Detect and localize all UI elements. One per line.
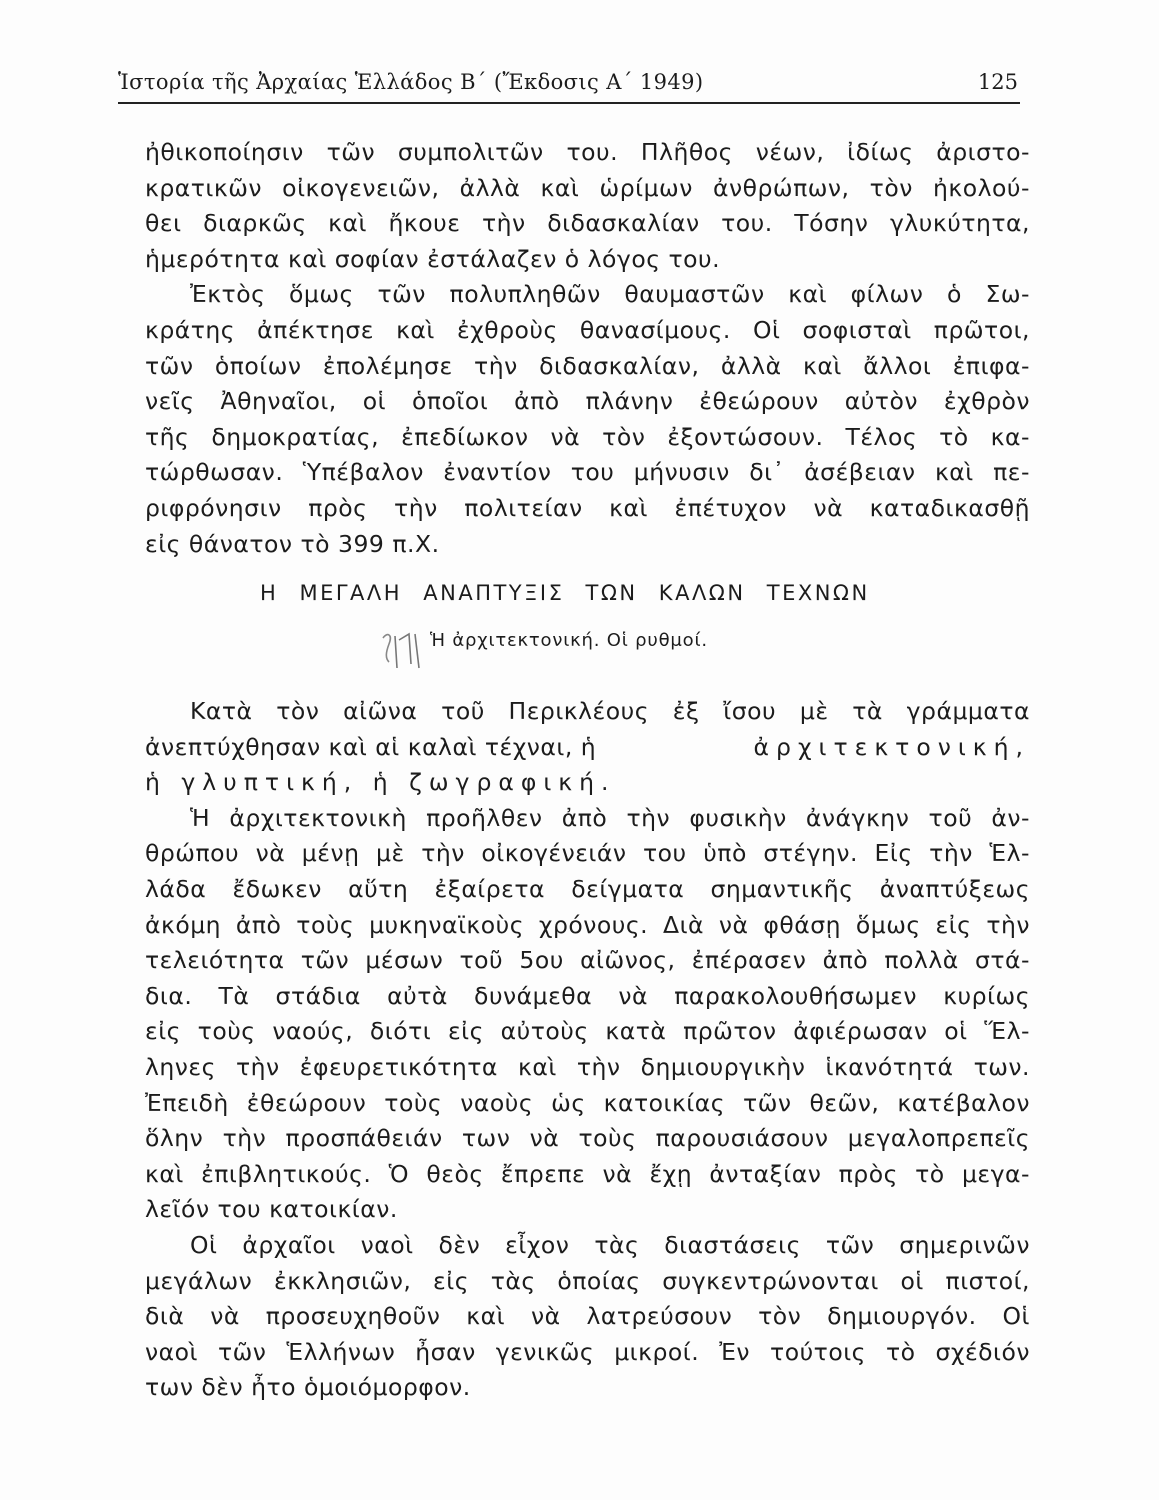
paragraph xyxy=(145,277,1030,562)
text-line: λάδα ἔδωκεν αὕτη ἐξαίρετα δείγματα σημαντικῆς ἀναπτύξεως xyxy=(145,874,1030,903)
header-rule xyxy=(118,102,1020,104)
text-line: Ἐπειδὴ ἐθεώρουν τοὺς ναοὺς ὡς κατοικίας τῶν θεῶν, κατέβαλον xyxy=(145,1088,1030,1117)
text-line: ἠθικοποίησιν τῶν συμπολιτῶν του. Πλῆθος νέων, ἰδίως ἀριστο- xyxy=(145,138,1030,166)
running-title: Ἱστορία τῆς Ἀρχαίας Ἑλλάδος Β΄ (Ἔκδοσις Α΄ 1949) xyxy=(118,70,704,94)
text-block-bottom xyxy=(145,694,1030,1406)
text-line: τώρθωσαν. Ὑπέβαλον ἐναντίον του μήνυσιν δι᾿ ἀσέβειαν καὶ πε- xyxy=(145,458,1030,487)
text-line: Οἱ ἀρχαῖοι ναοὶ δὲν εἶχον τὰς διαστάσεις τῶν σημερινῶν xyxy=(190,1230,1030,1259)
text-line: Κατὰ τὸν αἰῶνα τοῦ Περικλέους ἐξ ἴσου μὲ τὰ γράμματα xyxy=(190,697,1030,725)
text-line: θει διαρκῶς καὶ ἤκουε τὴν διδασκαλίαν του. Τόσην γλυκύτητα, xyxy=(145,209,1030,238)
text-line: Ἡ ἀρχιτεκτονικὴ προῆλθεν ἀπὸ τὴν φυσικὴν ἀνάγκην τοῦ ἀν- xyxy=(190,803,1030,832)
text-line: ὅλην τὴν προσπάθειάν των νὰ τοὺς παρουσιάσουν μεγαλοπρεπεῖς xyxy=(145,1124,1030,1153)
text-line: ἀκόμη ἀπὸ τοὺς μυκηναϊκοὺς χρόνους. Διὰ νὰ φθάσῃ ὅμως εἰς τὴν xyxy=(145,910,1030,939)
text-line: τελειότητα τῶν μέσων τοῦ 5ου αἰῶνος, ἐπέρασεν ἀπὸ πολλὰ στά- xyxy=(145,946,1030,975)
text-line: τῆς δημοκρατίας, ἐπεδίωκον νὰ τὸν ἐξοντώσουν. Τέλος τὸ κα- xyxy=(145,422,1030,451)
paragraph xyxy=(145,801,1030,1228)
page-number: 125 xyxy=(977,70,1018,94)
text-line: μεγάλων ἐκκλησιῶν, εἰς τὰς ὁποίας συγκεντρώνονται οἱ πιστοί, xyxy=(145,1266,1030,1295)
text-fragment: ἀνεπτύχθησαν καὶ αἱ καλαὶ τέχναι, ἡ xyxy=(145,732,597,761)
text-line: θρώπου νὰ μένῃ μὲ τὴν οἰκογένειάν του ὑπὸ στέγην. Εἰς τὴν Ἑλ- xyxy=(145,839,1030,868)
text-line: ἡμερότητα καὶ σοφίαν ἐστάλαζεν ὁ λόγος του. xyxy=(145,244,721,273)
text-line: κρατικῶν οἰκογενειῶν, ἀλλὰ καὶ ὡρίμων ἀνθρώπων, τὸν ἠκολού- xyxy=(145,173,1030,202)
text-line: εἰς τοὺς ναούς, διότι εἰς αὐτοὺς κατὰ πρῶτον ἀφιέρωσαν οἱ Ἕλ- xyxy=(145,1017,1030,1046)
text-line: εἰς θάνατον τὸ 399 π.Χ. xyxy=(145,529,440,558)
text-line: ληνες τὴν ἐφευρετικότητα καὶ τὴν δημιουργικὴν ἱκανότητά των. xyxy=(145,1052,1030,1081)
text-line: δια. Τὰ στάδια αὐτὰ δυνάμεθα νὰ παρακολουθήσωμεν κυρίως xyxy=(145,981,1030,1010)
subsection-title: Ἡ ἀρχιτεκτονική. Οἱ ρυθμοί. xyxy=(430,630,708,651)
text-line: Ἐκτὸς ὅμως τῶν πολυπληθῶν θαυμαστῶν καὶ φίλων ὁ Σω- xyxy=(190,280,1030,309)
text-line: νεῖς Ἀθηναῖοι, οἱ ὁποῖοι ἀπὸ πλάνην ἐθεώρουν αὐτὸν ἐχθρὸν xyxy=(145,387,1030,416)
text-line: τῶν ὁποίων ἐπολέμησε τὴν διδασκαλίαν, ἀλλὰ καὶ ἄλλοι ἐπιφα- xyxy=(145,351,1030,380)
paragraph xyxy=(145,694,1030,801)
text-line: ριφρόνησιν πρὸς τὴν πολιτείαν καὶ ἐπέτυχον νὰ καταδικασθῇ xyxy=(145,493,1030,522)
spaced-term: ἀρχιτεκτονική, xyxy=(753,732,1030,761)
text-block-top xyxy=(145,135,1030,562)
text-line: ναοὶ τῶν Ἑλλήνων ἦσαν γενικῶς μικροί. Ἐν τούτοις τὸ σχέδιόν xyxy=(145,1337,1030,1366)
paragraph xyxy=(145,1228,1030,1406)
section-title: Η ΜΕΓΑΛΗ ΑΝΑΠΤΥΞΙΣ ΤΩΝ ΚΑΛΩΝ ΤΕΧΝΩΝ xyxy=(260,581,870,605)
spaced-term-line: ἡ γλυπτική, ἡ ζωγραφική. xyxy=(145,768,616,797)
paragraph xyxy=(145,135,1030,277)
text-line: λεῖόν του κατοικίαν. xyxy=(145,1195,398,1224)
page-header xyxy=(118,68,1018,102)
text-line: κράτης ἀπέκτησε καὶ ἐχθροὺς θανασίμους. Οἱ σοφισταὶ πρῶτοι, xyxy=(145,315,1030,344)
text-line: των δὲν ἦτο ὁμοιόμορφον. xyxy=(145,1373,471,1402)
text-line: καὶ ἐπιβλητικούς. Ὁ θεὸς ἔπρεπε νὰ ἔχῃ ἀνταξίαν πρὸς τὸ μεγα- xyxy=(145,1159,1030,1188)
pencil-annotation-mark xyxy=(375,628,435,678)
text-line: διὰ νὰ προσευχηθοῦν καὶ νὰ λατρεύσουν τὸν δημιουργόν. Οἱ xyxy=(145,1302,1030,1331)
text-line xyxy=(145,730,1030,766)
